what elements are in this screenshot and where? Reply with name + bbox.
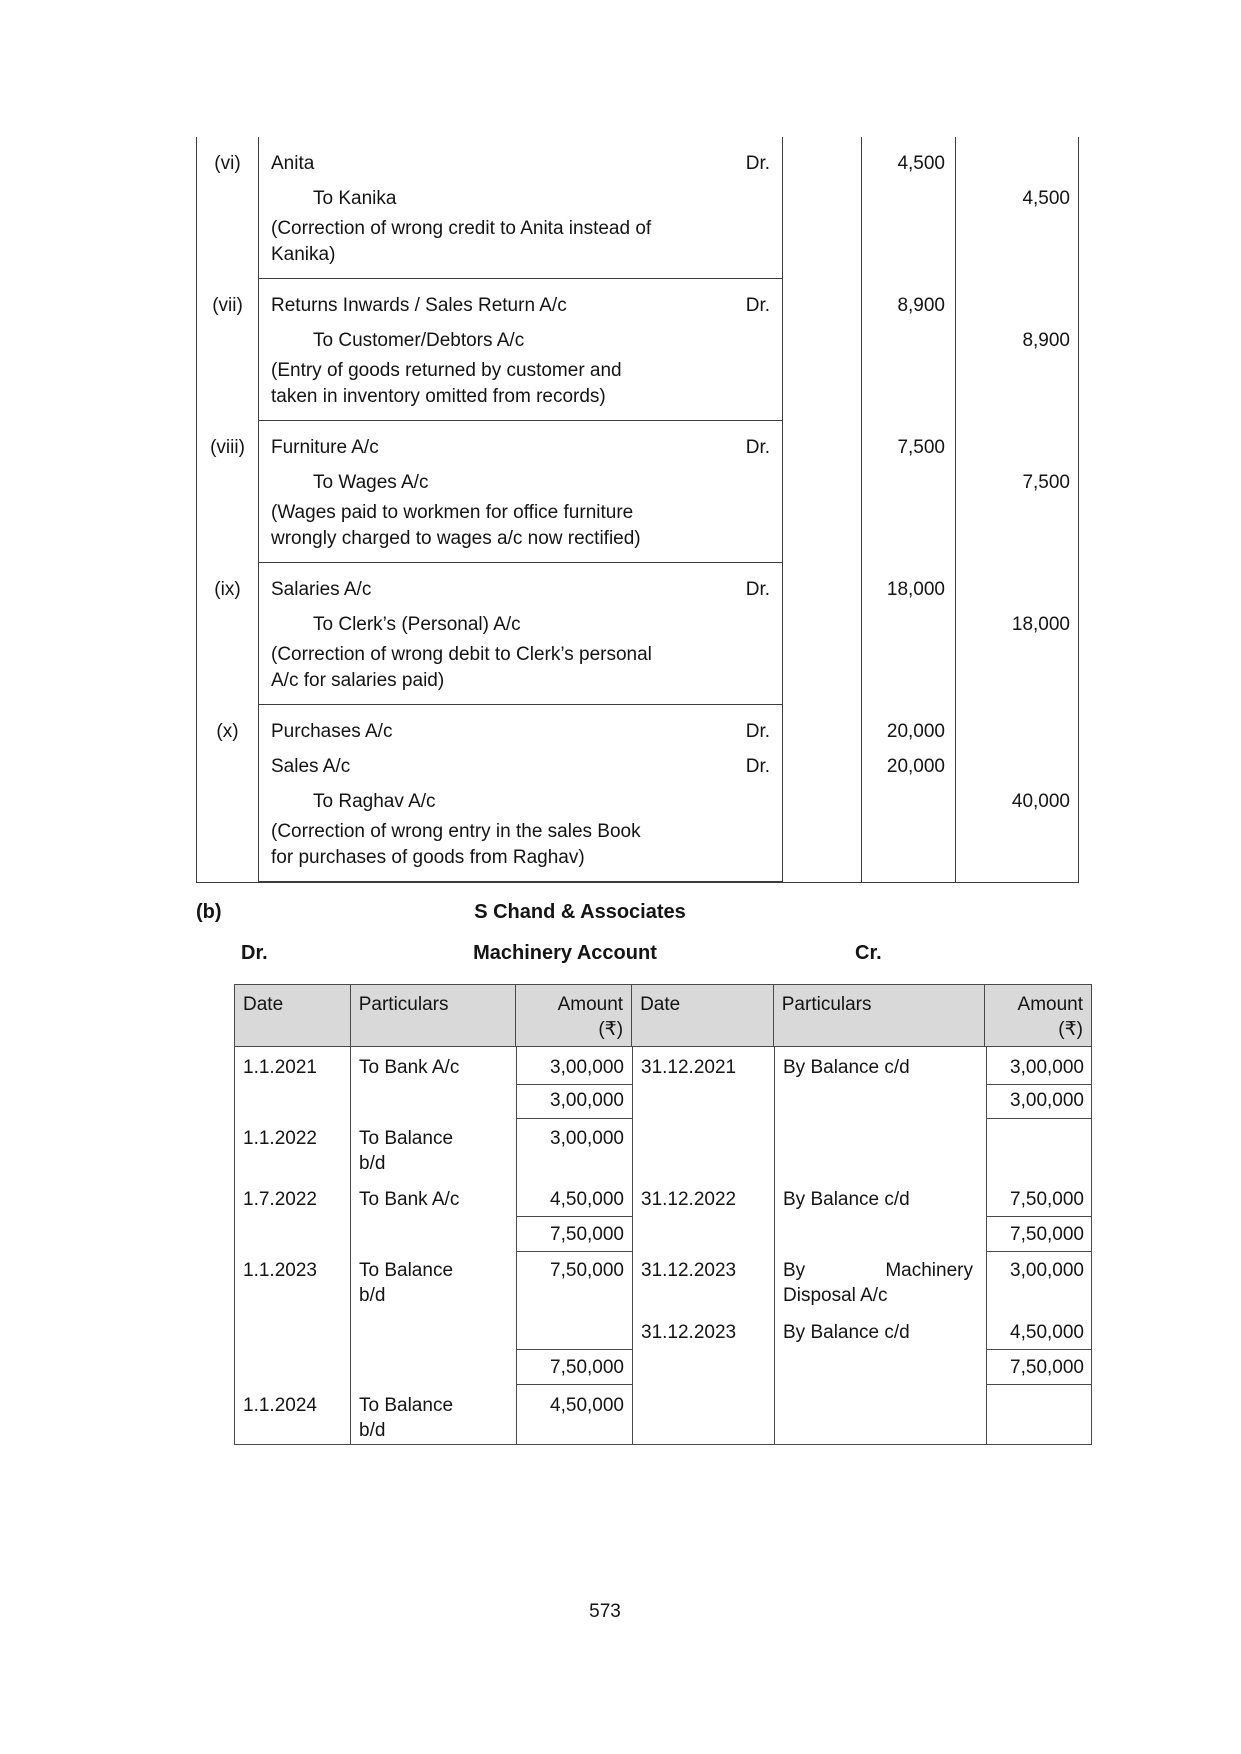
entry-particulars — [258, 705, 783, 882]
narration-line: (Correction of wrong entry in the sales Book — [271, 821, 641, 842]
debit-date: 1.1.2022 — [243, 1128, 317, 1149]
debit-particulars: To Balance b/d — [359, 1395, 454, 1441]
debit-total-amount: 7,50,000 — [550, 1357, 624, 1378]
account-debited: Salaries A/c — [271, 578, 372, 600]
total-rule — [517, 1216, 632, 1217]
credit-amount-cell: 8,900 — [1022, 329, 1070, 351]
total-rule — [987, 1349, 1091, 1350]
debit-date: 1.1.2021 — [243, 1057, 317, 1078]
total-rule — [517, 1251, 632, 1252]
lf-column-cell — [783, 563, 861, 705]
credit-amount-cell: 18,000 — [1011, 613, 1070, 635]
account-debited: Purchases A/c — [271, 720, 393, 742]
credit-amount: 3,00,000 — [1010, 1057, 1084, 1078]
dr-marker: Dr. — [745, 720, 770, 742]
credit-date: 31.12.2021 — [641, 1057, 737, 1078]
entry-number: (vii) — [212, 294, 243, 316]
header-amount-credit: Amount (₹) — [1017, 994, 1083, 1040]
dr-marker: Dr. — [745, 294, 770, 316]
credit-amount: 7,50,000 — [1010, 1189, 1084, 1210]
total-rule — [987, 1384, 1091, 1385]
narration-line: wrongly charged to wages a/c now rectified) — [271, 528, 641, 549]
debit-particulars: To Balance b/d — [359, 1128, 454, 1174]
journal-entry-x — [197, 705, 1078, 882]
debit-date: 1.7.2022 — [243, 1189, 317, 1210]
dr-marker: Dr. — [745, 578, 770, 600]
narration-line: (Entry of goods returned by customer and — [271, 360, 622, 381]
journal-entry-ix — [197, 563, 1078, 705]
debit-amount-cell: 7,500 — [897, 436, 945, 458]
total-rule — [987, 1118, 1091, 1119]
account-title: Machinery Account — [473, 942, 657, 964]
debit-amount-cell: 4,500 — [897, 152, 945, 174]
machinery-account-table — [234, 984, 1092, 1445]
debit-amount: 4,50,000 — [550, 1189, 624, 1210]
debit-total-amount: 7,50,000 — [550, 1224, 624, 1245]
column-divider — [774, 1047, 775, 1444]
firm-name: S Chand & Associates — [474, 901, 686, 923]
account-debited: Returns Inwards / Sales Return A/c — [271, 294, 567, 316]
entry-particulars — [258, 421, 783, 563]
credit-total-amount: 7,50,000 — [1010, 1357, 1084, 1378]
journal-entry-viii — [197, 421, 1078, 563]
entry-number: (viii) — [210, 436, 245, 458]
credit-amount-cell: 4,500 — [1022, 187, 1070, 209]
credit-particulars: By Balance c/d — [783, 1189, 910, 1210]
total-rule — [517, 1084, 632, 1085]
debit-amount-cell: 8,900 — [897, 294, 945, 316]
header-date-credit: Date — [632, 985, 774, 1046]
page-number: 573 — [589, 1601, 621, 1622]
account-debited: Anita — [271, 152, 315, 174]
credit-date: 31.12.2023 — [641, 1260, 737, 1281]
column-divider-center — [632, 1047, 633, 1444]
account-credited: To Raghav A/c — [313, 790, 436, 812]
entry-particulars — [258, 137, 783, 279]
entry-number: (vi) — [214, 152, 241, 174]
header-particulars-debit: Particulars — [351, 985, 517, 1046]
lf-column-cell — [783, 279, 861, 421]
account-credited: To Wages A/c — [313, 471, 429, 493]
journal-entry-vii — [197, 279, 1078, 421]
debit-amount-cell: 18,000 — [886, 578, 945, 600]
account-debited: Furniture A/c — [271, 436, 379, 458]
lf-column-cell — [783, 421, 861, 563]
credit-amount-cell: 7,500 — [1022, 471, 1070, 493]
journal-entry-vi — [197, 137, 1078, 279]
header-date-debit: Date — [235, 985, 351, 1046]
debit-amount: 4,50,000 — [550, 1395, 624, 1416]
narration-line: (Correction of wrong credit to Anita instead of — [271, 218, 652, 239]
total-rule — [987, 1251, 1091, 1252]
ledger-body — [235, 1047, 1091, 1444]
debit-particulars: To Bank A/c — [359, 1189, 460, 1210]
dr-marker: Dr. — [745, 755, 770, 777]
debit-amount: 7,50,000 — [550, 1260, 624, 1281]
credit-amount: 4,50,000 — [1010, 1322, 1084, 1343]
lf-column-cell — [783, 705, 861, 882]
credit-amount: 3,00,000 — [1010, 1260, 1084, 1281]
entry-particulars — [258, 279, 783, 421]
entry-number: (ix) — [214, 578, 241, 600]
credit-date: 31.12.2022 — [641, 1189, 737, 1210]
debit-amount-cell: 20,000 20,000 — [886, 720, 945, 777]
entry-number: (x) — [216, 720, 239, 742]
credit-particulars: By Machinery Disposal A/c — [783, 1260, 973, 1306]
credit-total-amount: 7,50,000 — [1010, 1224, 1084, 1245]
header-amount-debit: Amount (₹) — [516, 985, 632, 1046]
debit-amount: 3,00,000 — [550, 1057, 624, 1078]
dr-marker: Dr. — [745, 436, 770, 458]
dr-side-label: Dr. — [241, 942, 268, 964]
narration-line: taken in inventory omitted from records) — [271, 386, 606, 407]
narration-line: A/c for salaries paid) — [271, 670, 445, 691]
total-rule — [987, 1216, 1091, 1217]
journal-table — [196, 137, 1079, 883]
debit-particulars: To Balance b/d — [359, 1260, 454, 1306]
credit-particulars: By Balance c/d — [783, 1057, 910, 1078]
entry-particulars — [258, 563, 783, 705]
credit-date: 31.12.2023 — [641, 1322, 737, 1343]
journal-divider-lf-dr — [861, 137, 862, 882]
column-divider — [350, 1047, 351, 1444]
total-rule — [517, 1118, 632, 1119]
ledger-header-row — [235, 985, 1091, 1047]
account-credited: To Kanika — [313, 187, 397, 209]
cr-side-label: Cr. — [855, 942, 882, 964]
total-rule — [987, 1084, 1091, 1085]
dr-marker: Dr. — [745, 152, 770, 174]
credit-particulars: By Balance c/d — [783, 1322, 910, 1343]
section-label: (b) — [196, 901, 222, 923]
narration-line: (Correction of wrong debit to Clerk’s personal — [271, 644, 652, 665]
debit-amount: 3,00,000 — [550, 1128, 624, 1149]
credit-amount-cell: 40,000 — [1011, 790, 1070, 812]
account-credited: To Clerk’s (Personal) A/c — [313, 613, 521, 635]
narration-line: (Wages paid to workmen for office furniture — [271, 502, 634, 523]
journal-divider-dr-cr — [955, 137, 956, 882]
debit-particulars: To Bank A/c — [359, 1057, 460, 1078]
debit-date: 1.1.2023 — [243, 1260, 317, 1281]
narration-line: Kanika) — [271, 244, 336, 265]
debit-date: 1.1.2024 — [243, 1395, 317, 1416]
lf-column-cell — [783, 137, 861, 279]
account-credited: To Customer/Debtors A/c — [313, 329, 525, 351]
total-rule — [517, 1384, 632, 1385]
debit-total-amount: 3,00,000 — [550, 1090, 624, 1111]
credit-total-amount: 3,00,000 — [1010, 1090, 1084, 1111]
total-rule — [517, 1349, 632, 1350]
narration-line: for purchases of goods from Raghav) — [271, 847, 585, 868]
account-debited: Sales A/c — [271, 755, 351, 777]
header-particulars-credit: Particulars — [774, 985, 985, 1046]
